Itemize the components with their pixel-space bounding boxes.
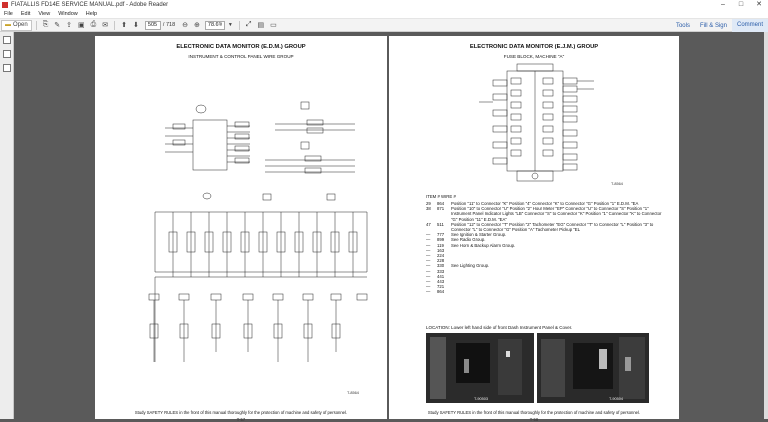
wire-wire-cell: 224: [437, 253, 445, 259]
pdf-page-left: [95, 36, 387, 422]
wire-wire-cell: 777: [437, 232, 445, 238]
vertical-scrollbar[interactable]: [764, 32, 768, 419]
location-note: LOCATION: Lower left hand side of front Dash Instrument Panel & Cover.: [426, 325, 573, 330]
wire-desc-cell: Position "10" to Connector "U" Position "2" Hour Meter "EP" Connector "U" to Connector "S" Position "1" Instrument Panel Indicator Lights "LB" Connector "S" to Connector "K" Position "1" Connector "K" to Connector "G" Position "11" E.D.M. "EA": [451, 206, 662, 222]
figure-label-left: T-8564: [347, 391, 359, 395]
page-right-footer: Study SAFETY RULES in the front of this manual thoroughly for the protection of machine and safety of personnel.: [427, 410, 641, 415]
photo-dash-panel-right: [537, 333, 649, 403]
wire-item-cell: —: [426, 242, 431, 248]
page-total: / 718: [162, 22, 176, 28]
open-button[interactable]: [1, 20, 32, 31]
wire-wire-cell: 871: [437, 206, 445, 212]
toolbar-separator: [114, 21, 115, 30]
export-button[interactable]: [64, 20, 74, 31]
open-label: Open: [13, 22, 28, 28]
page-left-number: T-57: [236, 417, 246, 422]
wire-desc-cell: See Ignition & Starter Group.: [451, 232, 507, 238]
menu-help[interactable]: Help: [85, 11, 98, 17]
edit-icon: ✎: [54, 22, 61, 29]
minimize-button[interactable]: –: [721, 1, 725, 8]
zoom-input[interactable]: [205, 21, 225, 30]
arrow-down-icon: ⬇: [133, 22, 139, 29]
attachments-icon[interactable]: [3, 64, 11, 72]
zoom-dropdown-button[interactable]: [226, 20, 235, 31]
photo-right-label: T-90504: [609, 397, 623, 401]
wire-wire-cell: 864: [437, 201, 445, 206]
zoom-out-button[interactable]: [180, 20, 190, 31]
wire-table-rows: [426, 201, 666, 295]
menu-file[interactable]: File: [4, 11, 13, 17]
print-button[interactable]: [89, 20, 99, 31]
next-page-button[interactable]: [131, 20, 141, 31]
menu-view[interactable]: View: [38, 11, 51, 17]
page-right-number: T-58: [529, 417, 539, 422]
wire-item-cell: —: [426, 289, 431, 295]
wire-wire-cell: 864: [437, 289, 445, 295]
table-row: [426, 206, 666, 222]
window-title: FIATALLIS FD14E SERVICE MANUAL.pdf - Adobe Reader: [11, 2, 169, 8]
wiring-diagram-left: [95, 62, 387, 382]
wire-item-cell: —: [426, 247, 431, 253]
tab-fill-sign[interactable]: Fill & Sign: [699, 22, 727, 29]
bookmarks-icon[interactable]: [3, 50, 11, 58]
wire-item-cell: —: [426, 253, 431, 259]
toolbar-separator: [239, 21, 240, 30]
wire-wire-cell: 443: [437, 279, 445, 285]
wire-desc-cell: Position "12" to Connector "T" Position "2" Tachometer "EG" Connector "T" to Connector "L" Position "3" to Connector "L" to Connector "G" Position "A" Tachometer Pickup "EL: [451, 221, 654, 233]
export-icon: ⇪: [66, 22, 73, 29]
create-pdf-button[interactable]: [41, 20, 51, 31]
folder-icon: ▬: [5, 22, 11, 28]
page-left-title: ELECTRONIC DATA MONITOR (E.D.M.) GROUP: [176, 44, 306, 50]
wire-item-cell: 29: [426, 201, 431, 206]
tab-tools[interactable]: Tools: [675, 22, 690, 29]
plus-icon: ⊕: [194, 22, 200, 29]
page-right-subtitle: FUSE BLOCK, MACHINE "A": [503, 54, 565, 59]
wire-wire-cell: 330: [437, 263, 445, 269]
wire-wire-cell: 899: [437, 237, 445, 243]
zoom-in-button[interactable]: [192, 20, 202, 31]
wire-item-cell: —: [426, 284, 431, 290]
read-mode-icon: ▤: [257, 22, 265, 29]
page-number-input[interactable]: [145, 21, 161, 30]
wire-item-cell: —: [426, 237, 431, 243]
chevron-down-icon: ▼: [227, 22, 233, 28]
toolbar: [0, 19, 768, 32]
figure-label-right: T-8564: [611, 182, 623, 186]
wire-item-cell: 47: [426, 221, 431, 227]
page-left-subtitle: INSTRUMENT & CONTROL PANEL WIRE GROUP: [188, 54, 294, 59]
wire-item-cell: —: [426, 258, 431, 264]
minus-icon: ⊖: [182, 22, 189, 29]
document-view[interactable]: [15, 32, 768, 422]
wire-desc-cell: See Lighting Group.: [451, 263, 490, 269]
navigation-pane: [0, 32, 14, 419]
table-row: [426, 289, 666, 294]
page-thumbnails-icon[interactable]: [3, 36, 11, 44]
fuse-block-diagram: [389, 60, 679, 190]
create-pdf-icon: ⎘: [42, 21, 49, 28]
wire-wire-cell: 441: [437, 273, 445, 279]
photo-left-image: [426, 333, 534, 403]
wire-item-cell: —: [426, 263, 431, 269]
wire-wire-cell: 333: [437, 268, 445, 274]
tab-comment[interactable]: Comment: [732, 19, 768, 32]
title-bar: [0, 0, 768, 10]
wire-item-cell: —: [426, 279, 431, 285]
menu-window[interactable]: Window: [58, 11, 78, 17]
arrow-up-icon: ⬆: [121, 22, 128, 29]
page-left-footer: Study SAFETY RULES in the front of this manual thoroughly for the protection of machine and safety of personnel.: [134, 410, 348, 415]
wire-wire-cell: 119: [437, 242, 444, 248]
photo-left-label: T-90503: [474, 397, 488, 401]
close-button[interactable]: ✕: [756, 1, 762, 8]
menu-bar: [0, 10, 768, 19]
wire-desc-cell: Position "11" to Connector "K" Position "4" Connector "K" to Connector "G" Position "1" E.D.M. "EA: [451, 201, 639, 206]
wire-wire-cell: 163: [437, 247, 445, 253]
wire-desc-cell: See Horn & Backup Alarm Group.: [451, 242, 516, 248]
wire-wire-cell: 228: [437, 258, 445, 264]
window-controls: [714, 0, 768, 10]
wire-table: [426, 194, 666, 295]
comment-tool-button[interactable]: [268, 20, 279, 31]
toolbar-right-tabs: [671, 19, 768, 32]
adobe-reader-icon: [2, 2, 8, 8]
email-icon: ✉: [102, 22, 109, 29]
print-icon: ⎙: [90, 21, 97, 28]
toolbar-separator: [36, 21, 37, 30]
edit-button[interactable]: [52, 20, 62, 31]
photo-dash-panel-left: [426, 333, 534, 403]
wire-item-cell: —: [426, 268, 431, 274]
fit-page-button[interactable]: [244, 20, 254, 31]
fit-page-icon: ⤢: [245, 21, 252, 28]
wire-wire-cell: 721: [437, 284, 445, 290]
save-icon: ▣: [78, 22, 85, 29]
photo-right-image: [537, 333, 649, 403]
wire-wire-cell: 511: [437, 221, 444, 227]
page-right-title: ELECTRONIC DATA MONITOR (E.J.M.) GROUP: [469, 44, 599, 50]
wire-desc-cell: See Radio Group.: [451, 237, 486, 243]
wire-item-cell: —: [426, 273, 431, 279]
maximize-button[interactable]: □: [738, 1, 744, 8]
speech-bubble-icon: ▭: [270, 22, 277, 29]
previous-page-button[interactable]: [119, 20, 129, 31]
wire-desc-cell: [451, 289, 666, 294]
email-button[interactable]: [100, 20, 110, 31]
wire-item-cell: —: [426, 232, 431, 238]
table-row: [426, 222, 666, 232]
read-mode-button[interactable]: [255, 20, 266, 31]
menu-edit[interactable]: Edit: [20, 11, 31, 17]
pdf-page-right: [389, 36, 679, 422]
wire-item-cell: 38: [426, 206, 431, 212]
save-button[interactable]: [76, 20, 87, 31]
wire-table-header: ITEM # WIRE #: [426, 194, 456, 199]
